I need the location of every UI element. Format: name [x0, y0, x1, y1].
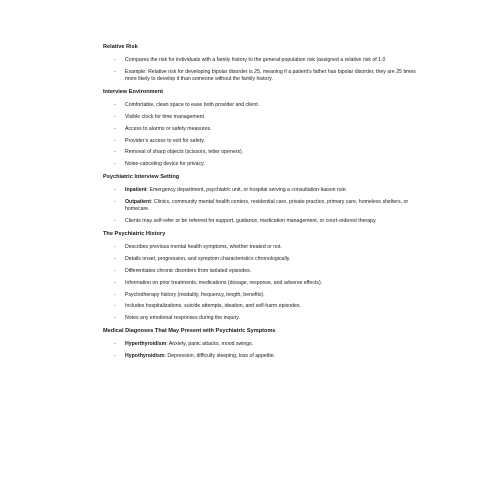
item-text: Details onset, progression, and symptom characteristics chronologically.: [125, 256, 291, 263]
item-text: : Depression, difficulty sleeping, loss of appetite.: [164, 353, 276, 360]
item-text: Psychotherapy history (modality, frequency, length, benefits).: [125, 291, 265, 298]
item-text: Example: Relative risk for developing bipolar disorder is 25, meaning if a patient’s father has bipolar disorder, they are 25 times more likely to develop it than someone without the family history.: [125, 68, 416, 82]
bullet-marker: -: [114, 187, 116, 194]
item-text: Clients may self-refer or be referred for support, guidance, medication management, or court-ordered therapy.: [125, 218, 377, 225]
item-term: Hypothyroidism: [125, 353, 165, 360]
bullet-marker: -: [114, 149, 116, 156]
list-item: [103, 57, 421, 64]
item-text: Compares the risk for individuals with a family history to the general population risk (assigned a relative risk of 1.0: [125, 57, 386, 63]
list-item: [103, 315, 421, 322]
list-item: [103, 218, 421, 225]
bullet-marker: -: [114, 68, 116, 75]
bullet-marker: -: [114, 291, 116, 298]
document-content: [103, 44, 421, 366]
list-item: [103, 69, 421, 83]
section-heading: Medical Diagnoses That May Present with Psychiatric Symptoms: [103, 328, 276, 335]
item-text: Provider’s access to exit for safety.: [125, 137, 205, 144]
bullet-marker: -: [114, 353, 116, 360]
bullet-marker: -: [114, 137, 116, 144]
list-item: [103, 199, 421, 213]
list-item: [103, 126, 421, 133]
bullet-marker: -: [114, 114, 116, 120]
list-item: [103, 149, 421, 156]
item-text: Includes hospitalizations, suicide attempts, ideation, and self-harm episodes.: [125, 303, 301, 310]
bullet-list: [103, 244, 421, 322]
item-text: : Emergency department, psychiatric unit, or hospital serving a consultation-liaison role.: [146, 187, 348, 194]
bullet-marker: -: [114, 279, 116, 286]
bullet-marker: -: [114, 218, 116, 225]
item-term: Inpatient: [125, 187, 147, 194]
bullet-marker: -: [114, 199, 116, 206]
bullet-marker: -: [114, 315, 116, 322]
item-text: Comfortable, clean space to ease both provider and client.: [125, 102, 260, 109]
list-item: [103, 138, 421, 145]
bullet-marker: -: [114, 102, 116, 109]
item-text: Noise-canceling device for privacy.: [125, 161, 205, 168]
list-item: [103, 341, 421, 348]
item-text: Visible clock for time management.: [125, 114, 206, 120]
item-text: Information on prior treatments, medications (dosage, response, and adverse effects).: [125, 279, 323, 286]
list-item: [103, 244, 421, 251]
list-item: [103, 280, 421, 287]
bullet-marker: -: [114, 267, 116, 274]
list-item: [103, 187, 421, 194]
list-item: [103, 114, 421, 121]
section-heading: The Psychiatric History: [103, 231, 166, 238]
bullet-marker: -: [114, 256, 116, 263]
list-item: [103, 161, 421, 168]
item-text: Notes any emotional responses during the inquiry.: [125, 315, 240, 322]
item-term: Hyperthyroidism: [125, 341, 167, 348]
item-text: Differentiates chronic disorders from isolated episodes.: [125, 267, 252, 274]
bullet-list: [103, 341, 421, 360]
list-item: [103, 303, 421, 310]
bullet-list: [103, 102, 421, 168]
item-text: Removal of sharp objects (scissors, letter openers).: [125, 149, 244, 156]
bullet-marker: -: [114, 303, 116, 310]
item-text: Describes previous mental health symptoms, whether treated or not.: [125, 244, 282, 251]
list-item: [103, 102, 421, 109]
bullet-marker: -: [114, 244, 116, 251]
bullet-marker: -: [114, 161, 116, 168]
item-text: : Anxiety, panic attacks, mood swings.: [166, 341, 254, 348]
section-heading: Interview Environment: [103, 89, 163, 96]
item-term: Outpatient: [125, 199, 151, 206]
bullet-marker: -: [114, 125, 116, 132]
item-text: : Clinics, community mental health centers, residential care, private practice, primary care, homeless shelters, or homecare.: [125, 199, 409, 213]
bullet-list: [103, 57, 421, 83]
bullet-marker: -: [114, 57, 116, 63]
bullet-marker: -: [114, 341, 116, 348]
section-heading: Relative Risk: [103, 44, 138, 50]
list-item: [103, 292, 421, 299]
list-item: [103, 256, 421, 263]
item-text: Access to alarms or safety measures.: [125, 125, 212, 132]
bullet-list: [103, 187, 421, 225]
list-item: [103, 353, 421, 360]
list-item: [103, 268, 421, 275]
section-heading: Psychiatric Interview Setting: [103, 174, 180, 181]
